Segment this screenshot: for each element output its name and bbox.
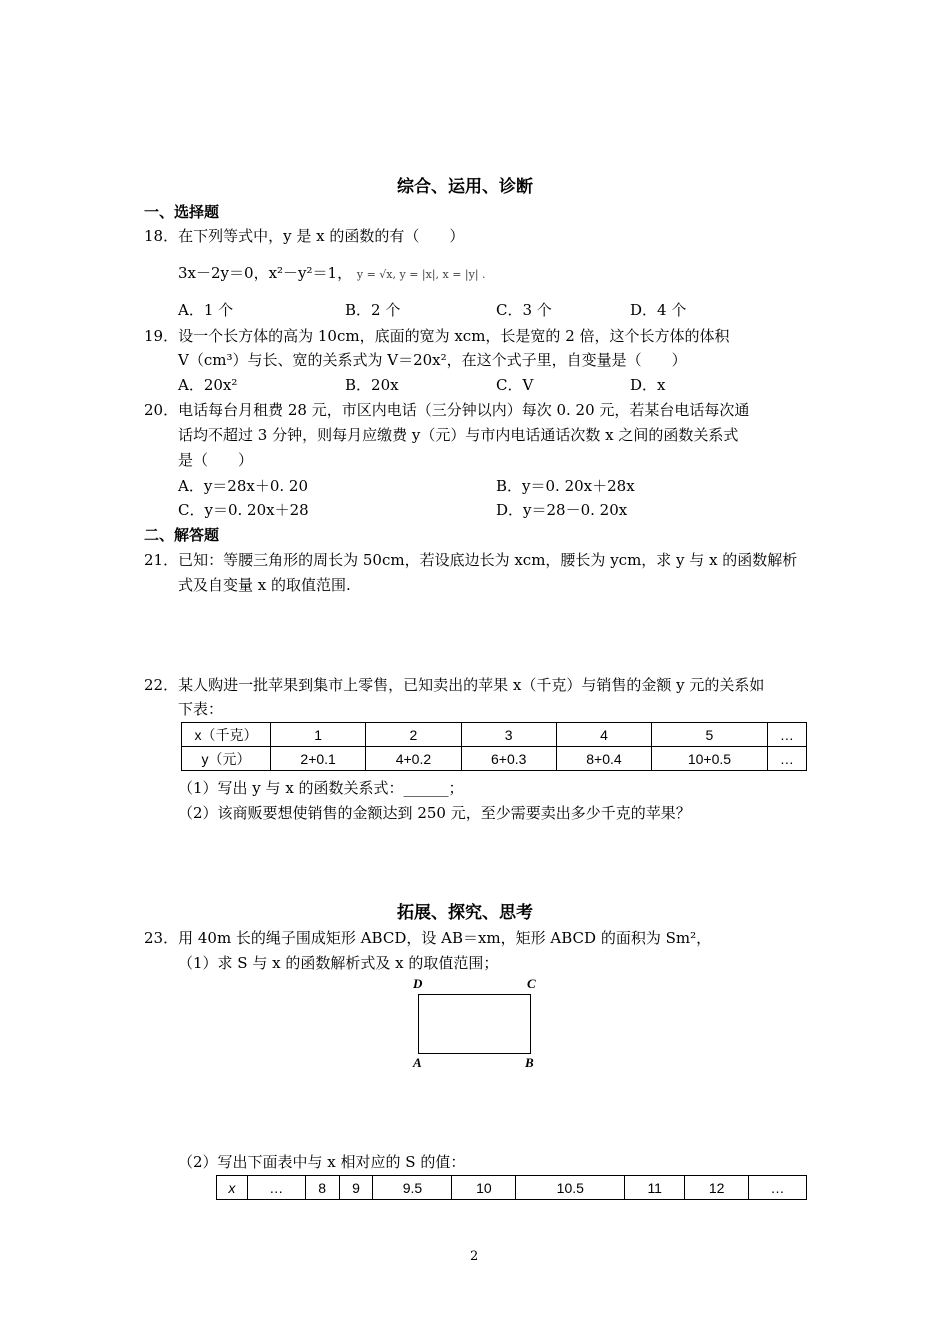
table-cell: y（元） — [182, 747, 271, 771]
table-cell: 10 — [452, 1176, 516, 1200]
q18-equations-small: y = √x, y = |x|, x = |y| . — [356, 268, 486, 281]
table-cell: 9.5 — [373, 1176, 452, 1200]
q18-equations — [178, 263, 486, 285]
table-cell: 1 — [271, 723, 366, 747]
q18-option-b: B．2 个 — [345, 301, 401, 319]
q22-line1: 22．某人购进一批苹果到集市上零售，已知卖出的苹果 x（千克）与销售的金额 y 元的关系如 — [144, 676, 765, 694]
q19-option-b: B．20x — [345, 376, 399, 394]
table-cell: … — [749, 1176, 807, 1200]
vertex-label-a: A — [413, 1055, 422, 1070]
table-cell: 6+0.3 — [461, 747, 556, 771]
q22-table — [181, 722, 807, 771]
table-cell: x（千克） — [182, 723, 271, 747]
q20-line3: 是（ ） — [178, 451, 254, 469]
section-title-2: 拓展、探究、思考 — [397, 903, 533, 923]
table-cell: 12 — [685, 1176, 749, 1200]
q23-sub2: （2）写出下面表中与 x 相对应的 S 的值： — [178, 1153, 466, 1171]
table-cell: 2+0.1 — [271, 747, 366, 771]
heading-answer: 二、解答题 — [144, 526, 220, 544]
table-cell: 4+0.2 — [366, 747, 461, 771]
table-cell: 10.5 — [516, 1176, 625, 1200]
rectangle-shape — [418, 994, 531, 1054]
q20-line2: 话均不超过 3 分钟，则每月应缴费 y（元）与市内电话通话次数 x 之间的函数关系式 — [178, 426, 739, 444]
table-cell: 9 — [339, 1176, 373, 1200]
q20-line1: 20．电话每台月租费 28 元，市区内电话（三分钟以内）每次 0. 20 元，若某台电话每次通 — [144, 401, 750, 419]
q19-line1: 19．设一个长方体的高为 10cm，底面的宽为 xcm，长是宽的 2 倍，这个长方体的体积 — [144, 327, 730, 345]
q18-option-a: A．1 个 — [178, 301, 234, 319]
q22-sub2: （2）该商贩要想使销售的金额达到 250 元，至少需要卖出多少千克的苹果？ — [178, 804, 691, 822]
q20-option-c: C．y＝0. 20x＋28 — [178, 501, 309, 519]
q23-sub1: （1）求 S 与 x 的函数解析式及 x 的取值范围； — [178, 954, 499, 972]
table-row — [182, 723, 807, 747]
q21-line1: 21．已知：等腰三角形的周长为 50cm，若设底边长为 xcm，腰长为 ycm，求 y 与 x 的函数解析 — [144, 551, 798, 569]
table-row — [182, 747, 807, 771]
table-cell: … — [247, 1176, 305, 1200]
q18-option-d: D．4 个 — [630, 301, 687, 319]
table-cell: 2 — [366, 723, 461, 747]
page-number: 2 — [470, 1249, 479, 1264]
q18-equations-main: 3x－2y＝0，x²－y²＝1， — [178, 264, 353, 282]
q18-option-c: C．3 个 — [496, 301, 552, 319]
vertex-label-b: B — [525, 1055, 534, 1070]
q19-line2: V（cm³）与长、宽的关系式为 V＝20x²，在这个式子里，自变量是（ ） — [178, 351, 687, 369]
table-cell: 8+0.4 — [556, 747, 651, 771]
vertex-label-d: D — [413, 976, 423, 991]
table-cell: … — [767, 747, 806, 771]
q20-option-a: A．y＝28x＋0. 20 — [178, 477, 309, 495]
table-cell: 4 — [556, 723, 651, 747]
q19-option-c: C．V — [496, 376, 534, 394]
q18-stem: 18．在下列等式中，y 是 x 的函数的有（ ） — [144, 227, 465, 245]
table-cell: x — [217, 1176, 248, 1200]
q22-line2: 下表： — [178, 700, 224, 718]
q22-sub1: （1）写出 y 与 x 的函数关系式：______； — [178, 779, 464, 797]
heading-choice: 一、选择题 — [144, 203, 220, 221]
table-cell: 3 — [461, 723, 556, 747]
vertex-label-c: C — [527, 976, 536, 991]
q19-option-d: D．x — [630, 376, 666, 394]
table-cell: … — [767, 723, 806, 747]
q19-option-a: A．20x² — [178, 376, 238, 394]
q20-option-d: D．y＝28－0. 20x — [496, 501, 628, 519]
section-title-1: 综合、运用、诊断 — [397, 177, 533, 197]
table-cell: 8 — [305, 1176, 339, 1200]
table-cell: 5 — [652, 723, 768, 747]
q23-line1: 23．用 40m 长的绳子围成矩形 ABCD，设 AB＝xm，矩形 ABCD 的面积为 Sm²， — [144, 929, 712, 947]
q23-table — [216, 1175, 807, 1200]
q21-line2: 式及自变量 x 的取值范围. — [178, 576, 351, 594]
table-cell: 11 — [625, 1176, 685, 1200]
q20-option-b: B．y＝0. 20x＋28x — [496, 477, 635, 495]
table-row — [217, 1176, 807, 1200]
table-cell: 10+0.5 — [652, 747, 768, 771]
